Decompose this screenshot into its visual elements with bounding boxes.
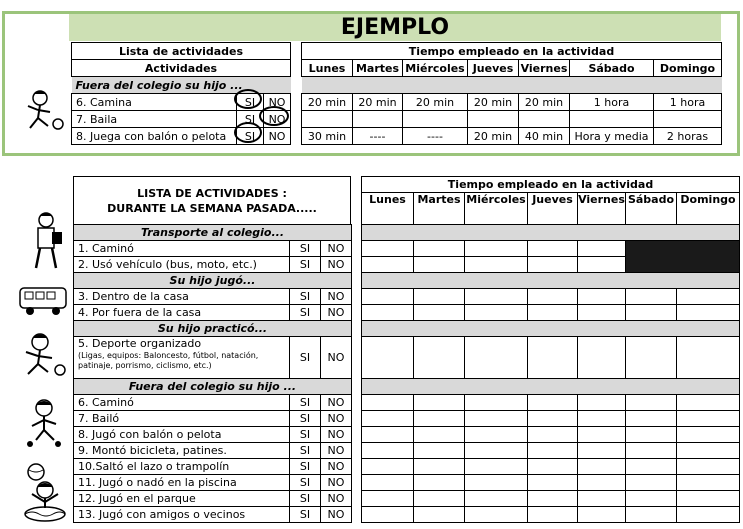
table-row: [74, 507, 740, 523]
time-input-cell[interactable]: [414, 427, 465, 443]
time-input-cell[interactable]: [528, 491, 578, 507]
time-cell: 20 min: [403, 94, 468, 111]
time-cell: Hora y media: [570, 128, 654, 145]
time-input-cell[interactable]: [528, 305, 578, 321]
time-input-cell[interactable]: [362, 411, 414, 427]
time-input-cell[interactable]: [626, 459, 677, 475]
day-header: Miércoles: [403, 60, 468, 77]
time-input-cell[interactable]: [465, 241, 528, 257]
day-header: Sábado: [626, 193, 677, 225]
time-input-cell[interactable]: [626, 289, 677, 305]
time-input-cell[interactable]: [528, 443, 578, 459]
time-input-cell[interactable]: [677, 289, 740, 305]
activity-label: 13. Jugó con amigos o vecinos: [74, 507, 290, 523]
time-input-cell[interactable]: [528, 459, 578, 475]
day-header: Viernes: [578, 193, 626, 225]
no-option[interactable]: NO: [321, 459, 352, 475]
time-input-cell[interactable]: [414, 395, 465, 411]
time-input-cell[interactable]: [465, 459, 528, 475]
time-input-cell[interactable]: [578, 289, 626, 305]
time-input-cell[interactable]: [578, 459, 626, 475]
column-gap: [352, 475, 362, 491]
si-option[interactable]: SI: [290, 491, 321, 507]
no-option[interactable]: NO: [321, 427, 352, 443]
example-si-option: SI: [237, 94, 264, 111]
time-input-cell[interactable]: [578, 491, 626, 507]
time-input-cell[interactable]: [578, 337, 626, 379]
time-cell: 20 min: [468, 128, 519, 145]
time-cell: [570, 111, 654, 128]
time-input-cell[interactable]: [362, 459, 414, 475]
time-input-cell[interactable]: [414, 411, 465, 427]
time-input-cell[interactable]: [414, 257, 465, 273]
main-time-header: [361, 176, 740, 225]
time-input-cell[interactable]: [677, 411, 740, 427]
activity-label: 7. Bailó: [74, 411, 290, 427]
time-input-cell[interactable]: [677, 475, 740, 491]
example-no-option: NO: [264, 128, 291, 145]
column-gap: [352, 507, 362, 523]
activity-label: 8. Jugó con balón o pelota: [74, 427, 290, 443]
time-input-cell[interactable]: [362, 475, 414, 491]
no-option[interactable]: NO: [321, 395, 352, 411]
time-input-cell[interactable]: [362, 289, 414, 305]
time-input-cell[interactable]: [465, 289, 528, 305]
time-cell: 40 min: [519, 128, 570, 145]
answer-circle-mark: [234, 122, 262, 143]
si-option[interactable]: SI: [290, 427, 321, 443]
time-cell: 20 min: [468, 94, 519, 111]
time-input-cell[interactable]: [528, 411, 578, 427]
example-section-title: Fuera del colegio su hijo ...: [72, 77, 291, 94]
time-input-cell[interactable]: [362, 395, 414, 411]
time-input-cell[interactable]: [626, 427, 677, 443]
table-row: [74, 443, 740, 459]
activity-label: 11. Jugó o nadó en la piscina: [74, 475, 290, 491]
time-input-cell[interactable]: [362, 305, 414, 321]
activity-label: 9. Montó bicicleta, patines.: [74, 443, 290, 459]
no-option[interactable]: NO: [321, 475, 352, 491]
time-input-cell[interactable]: [414, 289, 465, 305]
time-input-cell[interactable]: [677, 395, 740, 411]
time-input-cell[interactable]: [528, 395, 578, 411]
time-input-cell[interactable]: [465, 411, 528, 427]
time-input-cell[interactable]: [465, 337, 528, 379]
example-no-option: NO: [264, 94, 291, 111]
time-input-cell[interactable]: [362, 241, 414, 257]
time-input-cell[interactable]: [414, 305, 465, 321]
time-input-cell[interactable]: [362, 507, 414, 523]
time-input-cell[interactable]: [465, 395, 528, 411]
main-list-header: LISTA DE ACTIVIDADES :: [137, 186, 287, 200]
section-spacer: [362, 273, 740, 289]
time-input-cell[interactable]: [465, 427, 528, 443]
time-input-cell[interactable]: [465, 257, 528, 273]
column-gap: [352, 427, 362, 443]
no-option[interactable]: NO: [321, 305, 352, 321]
time-input-cell[interactable]: [677, 337, 740, 379]
table-row: [74, 475, 740, 491]
time-input-cell[interactable]: [414, 337, 465, 379]
time-cell: 1 hora: [654, 94, 722, 111]
table-row: [74, 491, 740, 507]
table-row: [74, 411, 740, 427]
si-option[interactable]: SI: [290, 257, 321, 273]
time-cell: [654, 111, 722, 128]
example-si-option: SI: [237, 111, 264, 128]
no-option[interactable]: NO: [321, 507, 352, 523]
time-input-cell[interactable]: [414, 491, 465, 507]
time-cell: [468, 111, 519, 128]
column-gap: [352, 491, 362, 507]
example-activities-header: Actividades: [72, 60, 291, 77]
day-header: Jueves: [468, 60, 519, 77]
example-section-spacer: [302, 77, 722, 94]
time-cell: 20 min: [353, 94, 403, 111]
time-input-cell[interactable]: [677, 507, 740, 523]
si-option[interactable]: SI: [290, 411, 321, 427]
day-header: Martes: [414, 193, 465, 225]
time-input-cell[interactable]: [362, 443, 414, 459]
si-option[interactable]: SI: [290, 507, 321, 523]
main-questionnaire-table: [73, 224, 740, 523]
time-input-cell[interactable]: [362, 427, 414, 443]
si-option[interactable]: SI: [290, 337, 321, 379]
section-spacer: [362, 379, 740, 395]
no-option[interactable]: NO: [321, 337, 352, 379]
time-input-cell[interactable]: [414, 507, 465, 523]
time-cell: 1 hora: [570, 94, 654, 111]
day-header: Domingo: [677, 193, 740, 225]
time-input-cell[interactable]: [578, 507, 626, 523]
activity-label: 1. Caminó: [74, 241, 290, 257]
answer-circle-mark: [259, 106, 289, 126]
time-input-cell[interactable]: [465, 443, 528, 459]
activity-label: 5. Deporte organizado: [78, 337, 202, 350]
column-gap: [352, 411, 362, 427]
activity-sublabel: (Ligas, equipos: Baloncesto, fútbol, natación, patinaje, porrismo, ciclismo, etc.): [78, 351, 259, 370]
time-cell: 20 min: [519, 94, 570, 111]
blocked-weekend-cell: [626, 241, 740, 273]
time-input-cell[interactable]: [528, 337, 578, 379]
time-input-cell[interactable]: [578, 475, 626, 491]
time-input-cell[interactable]: [528, 289, 578, 305]
time-input-cell[interactable]: [578, 305, 626, 321]
no-option[interactable]: NO: [321, 241, 352, 257]
activity-label: 10.Saltó el lazo o trampolín: [74, 459, 290, 475]
time-cell: ----: [353, 128, 403, 145]
si-option[interactable]: SI: [290, 305, 321, 321]
no-option[interactable]: NO: [321, 443, 352, 459]
time-cell: ----: [403, 128, 468, 145]
day-header: Sábado: [570, 60, 654, 77]
time-input-cell[interactable]: [578, 395, 626, 411]
time-input-cell[interactable]: [626, 337, 677, 379]
main-list-header-sub: DURANTE LA SEMANA PASADA.....: [107, 201, 317, 215]
example-row-label: 7. Baila: [72, 111, 237, 128]
time-cell: 20 min: [302, 94, 353, 111]
example-title: EJEMPLO: [340, 15, 450, 40]
si-option[interactable]: SI: [290, 459, 321, 475]
example-row-label: 8. Juega con balón o pelota: [72, 128, 237, 145]
si-option[interactable]: SI: [290, 475, 321, 491]
time-input-cell[interactable]: [578, 443, 626, 459]
child-swimming-icon: [20, 478, 70, 524]
day-header: Miércoles: [465, 193, 528, 225]
si-option[interactable]: SI: [290, 395, 321, 411]
time-input-cell[interactable]: [528, 257, 578, 273]
si-option[interactable]: SI: [290, 241, 321, 257]
time-input-cell[interactable]: [528, 507, 578, 523]
activity-label: 6. Caminó: [74, 395, 290, 411]
no-option[interactable]: NO: [321, 491, 352, 507]
example-time-table: [301, 42, 722, 145]
section-title: Su hijo jugó...: [74, 273, 352, 289]
column-gap: [352, 459, 362, 475]
time-input-cell[interactable]: [414, 443, 465, 459]
main-time-title: Tiempo empleado en la actividad: [362, 177, 740, 193]
column-gap: [352, 443, 362, 459]
activity-label: 3. Dentro de la casa: [74, 289, 290, 305]
main-list-header-box: [73, 176, 351, 225]
time-input-cell[interactable]: [465, 305, 528, 321]
no-option[interactable]: NO: [321, 411, 352, 427]
time-input-cell[interactable]: [677, 443, 740, 459]
section-spacer: [362, 225, 740, 241]
time-input-cell[interactable]: [578, 257, 626, 273]
table-row: [74, 395, 740, 411]
answer-circle-mark: [234, 89, 262, 109]
time-input-cell[interactable]: [626, 305, 677, 321]
time-cell: 2 horas: [654, 128, 722, 145]
time-input-cell[interactable]: [362, 257, 414, 273]
child-skating-icon: [22, 398, 70, 448]
si-option[interactable]: SI: [290, 289, 321, 305]
child-walking-icon: [26, 210, 68, 274]
time-input-cell[interactable]: [677, 305, 740, 321]
example-row-label: 6. Camina: [72, 94, 237, 111]
activity-label-multi: [74, 337, 290, 379]
time-input-cell[interactable]: [362, 491, 414, 507]
section-title: Fuera del colegio su hijo ...: [74, 379, 352, 395]
day-header: Martes: [353, 60, 403, 77]
child-playing-ball-icon: [16, 330, 70, 378]
time-cell: 30 min: [302, 128, 353, 145]
no-option[interactable]: NO: [321, 289, 352, 305]
child-running-icon: [18, 88, 68, 132]
time-input-cell[interactable]: [414, 459, 465, 475]
table-row: [74, 459, 740, 475]
time-input-cell[interactable]: [626, 395, 677, 411]
time-input-cell[interactable]: [528, 475, 578, 491]
section-title: Transporte al colegio...: [74, 225, 352, 241]
activity-label: 2. Usó vehículo (bus, moto, etc.): [74, 257, 290, 273]
time-input-cell[interactable]: [414, 475, 465, 491]
section-spacer: [362, 321, 740, 337]
time-input-cell[interactable]: [677, 427, 740, 443]
time-input-cell[interactable]: [578, 427, 626, 443]
example-si-option: SI: [237, 128, 264, 145]
time-input-cell[interactable]: [528, 241, 578, 257]
example-list-header: Lista de actividades: [72, 43, 291, 60]
time-input-cell[interactable]: [626, 491, 677, 507]
example-no-option: NO: [264, 111, 291, 128]
time-input-cell[interactable]: [626, 411, 677, 427]
no-option[interactable]: NO: [321, 257, 352, 273]
day-header: Domingo: [654, 60, 722, 77]
activity-label: 4. Por fuera de la casa: [74, 305, 290, 321]
time-input-cell[interactable]: [578, 241, 626, 257]
time-cell: [403, 111, 468, 128]
time-input-cell[interactable]: [677, 459, 740, 475]
si-option[interactable]: SI: [290, 443, 321, 459]
activity-label: 12. Jugó en el parque: [74, 491, 290, 507]
time-input-cell[interactable]: [626, 507, 677, 523]
column-gap: [352, 395, 362, 411]
time-input-cell[interactable]: [528, 427, 578, 443]
time-cell: [519, 111, 570, 128]
bus-icon: [18, 284, 70, 318]
time-input-cell[interactable]: [677, 491, 740, 507]
section-title: Su hijo practicó...: [74, 321, 352, 337]
time-input-cell[interactable]: [626, 443, 677, 459]
time-input-cell[interactable]: [465, 507, 528, 523]
day-header: Lunes: [302, 60, 353, 77]
time-input-cell[interactable]: [465, 475, 528, 491]
day-header: Jueves: [528, 193, 578, 225]
table-row: [74, 427, 740, 443]
time-input-cell[interactable]: [414, 241, 465, 257]
time-input-cell[interactable]: [362, 337, 414, 379]
time-input-cell[interactable]: [578, 411, 626, 427]
example-time-header: Tiempo empleado en la actividad: [302, 43, 722, 60]
time-cell: [353, 111, 403, 128]
day-header: Viernes: [519, 60, 570, 77]
time-cell: [302, 111, 353, 128]
time-input-cell[interactable]: [626, 475, 677, 491]
day-header: Lunes: [362, 193, 414, 225]
time-input-cell[interactable]: [465, 491, 528, 507]
